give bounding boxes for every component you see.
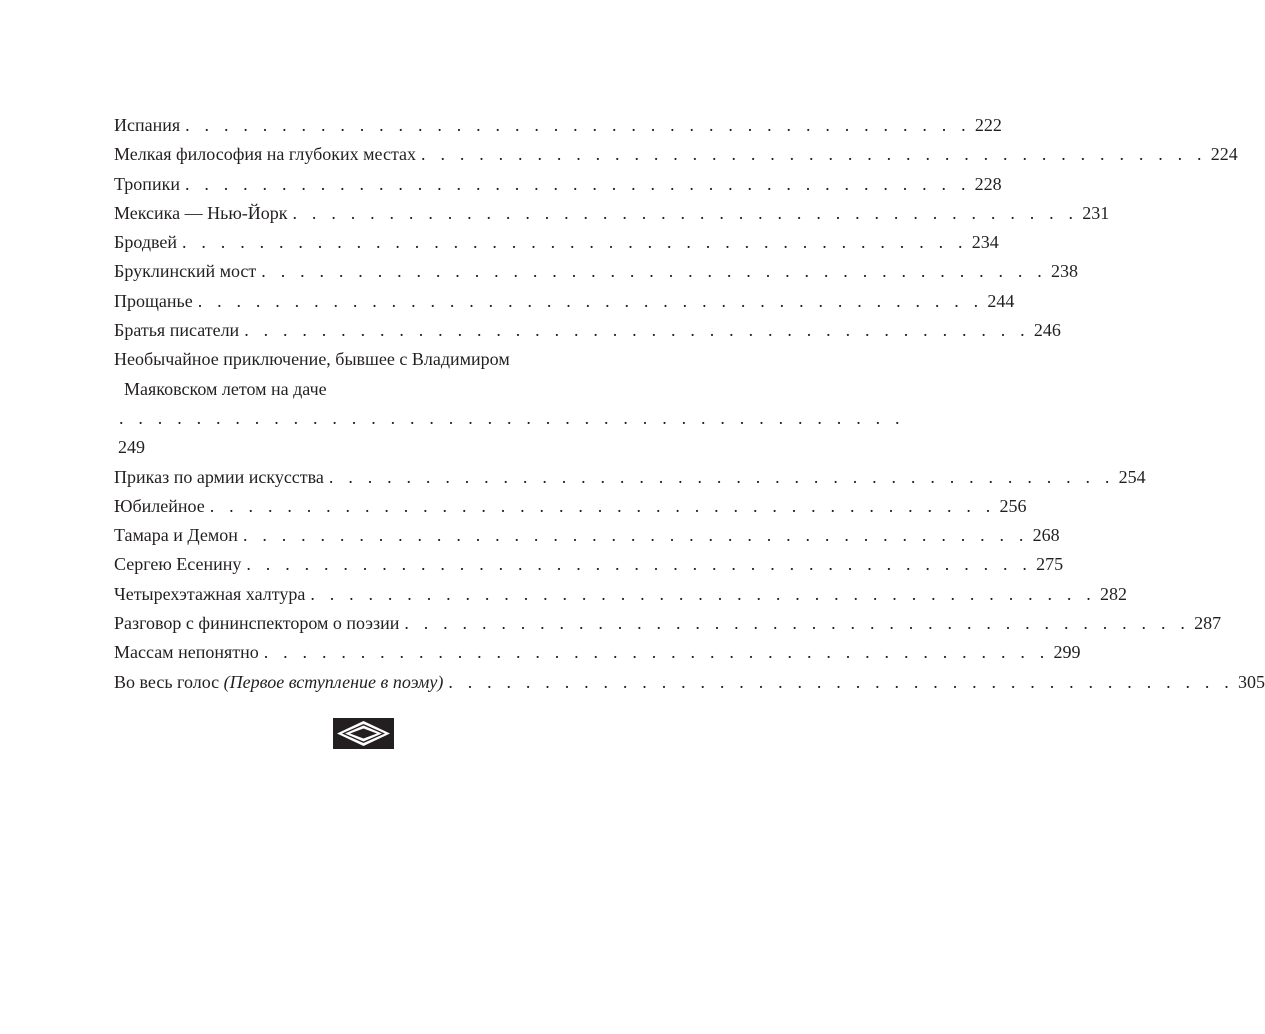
toc-entry bbox=[114, 345, 905, 462]
toc-entry-page: 244 bbox=[987, 290, 1015, 311]
diamond-ornament-graphic bbox=[333, 718, 394, 749]
toc-entry bbox=[114, 140, 1238, 169]
dot-leader: . . . . . . . . . . . . . . . . . . . . . . . . . . . . . . . . . . . . . . . . . bbox=[261, 261, 1047, 282]
dot-leader: . . . . . . . . . . . . . . . . . . . . . . . . . . . . . . . . . . . . . . . . . bbox=[263, 642, 1050, 663]
toc-entry bbox=[114, 228, 999, 257]
toc-entry-page: 256 bbox=[999, 495, 1027, 516]
toc-entry-page: 268 bbox=[1032, 525, 1060, 546]
toc-entry bbox=[114, 521, 1060, 550]
toc-entry-page: 231 bbox=[1082, 202, 1110, 223]
toc-entry-page: 246 bbox=[1033, 320, 1061, 341]
toc-entry bbox=[114, 550, 1064, 579]
toc-entry-title: Приказ по армии искусства bbox=[114, 466, 324, 487]
dot-leader: . . . . . . . . . . . . . . . . . . . . . . . . . . . . . . . . . . . . . . . . . bbox=[182, 232, 968, 253]
dot-leader: . . . . . . . . . . . . . . . . . . . . . . . . . . . . . . . . . . . . . . . . . bbox=[185, 115, 971, 135]
toc-entry-title: Необычайное приключение, бывшее с Владимиром bbox=[114, 349, 510, 370]
dot-leader: . . . . . . . . . . . . . . . . . . . . . . . . . . . . . . . . . . . . . . . . . bbox=[292, 202, 1079, 223]
toc-entry-page: 238 bbox=[1051, 261, 1078, 282]
toc-entry-page: 287 bbox=[1194, 613, 1222, 634]
toc-entry-title: Массам непонятно bbox=[114, 642, 259, 663]
toc-entry-title: Тропики bbox=[114, 173, 180, 194]
dot-leader: . . . . . . . . . . . . . . . . . . . . . . . . . . . . . . . . . . . . . . . . . bbox=[209, 495, 996, 516]
toc-entry-subtitle: (Первое вступление в поэму) bbox=[223, 671, 444, 692]
toc-entry-title: Бруклинский мост bbox=[114, 261, 257, 282]
toc-entry-page: 275 bbox=[1036, 554, 1064, 575]
dot-leader: . . . . . . . . . . . . . . . . . . . . . . . . . . . . . . . . . . . . . . . . . bbox=[246, 554, 1033, 575]
toc-entry bbox=[114, 463, 1146, 492]
toc-entry-page: 228 bbox=[974, 173, 1002, 194]
toc-entry-title: Бродвей bbox=[114, 232, 177, 253]
dot-leader: . . . . . . . . . . . . . . . . . . . . . . . . . . . . . . . . . . . . . . . . . bbox=[244, 320, 1030, 341]
toc-entry bbox=[114, 668, 1265, 697]
dot-leader: . . . . . . . . . . . . . . . . . . . . . . . . . . . . . . . . . . . . . . . . . bbox=[197, 290, 984, 311]
toc-entry bbox=[114, 316, 1061, 345]
toc-entry-title-text: Во весь голос bbox=[114, 671, 220, 692]
toc-entry-title: Испания bbox=[114, 115, 181, 135]
toc-entry-title: Мексика — Нью-Йорк bbox=[114, 202, 288, 223]
toc-entry-page: 282 bbox=[1100, 583, 1128, 604]
dot-leader: . . . . . . . . . . . . . . . . . . . . . . . . . . . . . . . . . . . . . . . . . bbox=[404, 613, 1191, 634]
toc-entry bbox=[114, 287, 1015, 316]
dot-leader: . . . . . . . . . . . . . . . . . . . . . . . . . . . . . . . . . . . . . . . . . bbox=[119, 407, 905, 428]
toc-entry-title: Разговор с фининспектором о поэзии bbox=[114, 613, 400, 634]
toc-entry-page: 249 bbox=[118, 437, 145, 458]
toc-entry bbox=[114, 492, 1027, 521]
table-of-contents bbox=[114, 111, 1265, 697]
dot-leader: . . . . . . . . . . . . . . . . . . . . . . . . . . . . . . . . . . . . . . . . . bbox=[310, 583, 1097, 604]
toc-entry-title: Сергею Есенину bbox=[114, 554, 242, 575]
toc-entry-title: Тамара и Демон bbox=[114, 525, 238, 546]
dot-leader: . . . . . . . . . . . . . . . . . . . . . . . . . . . . . . . . . . . . . . . . . bbox=[448, 671, 1235, 692]
toc-entry bbox=[114, 580, 1128, 609]
dot-leader: . . . . . . . . . . . . . . . . . . . . . . . . . . . . . . . . . . . . . . . . . bbox=[421, 144, 1207, 165]
toc-entry-page: 222 bbox=[974, 115, 1002, 135]
toc-entry-page: 299 bbox=[1053, 642, 1081, 663]
toc-entry-page: 305 bbox=[1238, 671, 1265, 692]
toc-entry bbox=[114, 111, 1002, 140]
toc-entry bbox=[114, 257, 1078, 286]
toc-entry bbox=[114, 199, 1110, 228]
toc-entry-page: 234 bbox=[971, 232, 999, 253]
toc-entry-title: Юбилейное bbox=[114, 495, 205, 516]
toc-entry-page: 224 bbox=[1210, 144, 1238, 165]
dot-leader: . . . . . . . . . . . . . . . . . . . . . . . . . . . . . . . . . . . . . . . . . bbox=[328, 466, 1115, 487]
toc-entry-title: Братья писатели bbox=[114, 320, 240, 341]
toc-entry-title: Прощанье bbox=[114, 290, 193, 311]
toc-entry bbox=[114, 638, 1081, 667]
dot-leader: . . . . . . . . . . . . . . . . . . . . . . . . . . . . . . . . . . . . . . . . . bbox=[242, 525, 1029, 546]
dot-leader: . . . . . . . . . . . . . . . . . . . . . . . . . . . . . . . . . . . . . . . . . bbox=[184, 173, 971, 194]
diamond-ornament-icon bbox=[333, 718, 394, 749]
toc-entry bbox=[114, 609, 1222, 638]
toc-entry-title: Мелкая философия на глубоких местах bbox=[114, 144, 417, 165]
toc-entry-title: Четырехэтажная халтура bbox=[114, 583, 306, 604]
toc-entry bbox=[114, 170, 1002, 199]
toc-entry-title bbox=[114, 668, 443, 697]
toc-entry-title-continuation: Маяковском летом на даче bbox=[124, 378, 327, 399]
toc-entry-page: 254 bbox=[1118, 466, 1146, 487]
